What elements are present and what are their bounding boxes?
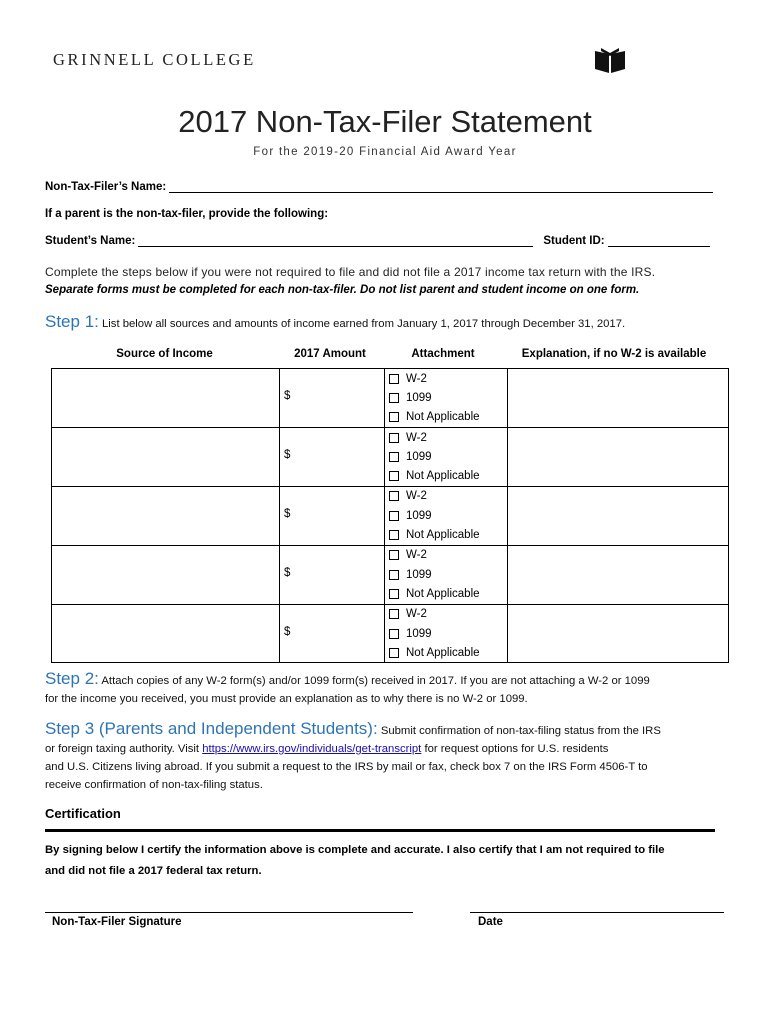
attachment-cell <box>385 369 508 428</box>
checkbox[interactable] <box>389 412 399 422</box>
checkbox-label: Not Applicable <box>406 529 480 542</box>
step-1-text: List below all sources and amounts of income earned from January 1, 2017 through December 31, 2017. <box>102 318 626 330</box>
signature-label: Non-Tax-Filer Signature <box>52 916 182 928</box>
non-tax-filer-name-field[interactable] <box>169 180 713 193</box>
explanation-cell[interactable] <box>508 486 729 545</box>
document-title: 2017 Non-Tax-Filer Statement <box>178 104 592 139</box>
step-2-text-1: Attach copies of any W-2 form(s) and/or 1099 form(s) received in 2017. If you are not attaching a W-2 or 1099 <box>101 675 650 687</box>
checkbox-label: Not Applicable <box>406 587 480 600</box>
checkbox[interactable] <box>389 648 399 658</box>
income-table <box>51 368 729 663</box>
amount-cell[interactable] <box>280 369 385 428</box>
step-1-label: Step 1: <box>45 312 99 331</box>
col-head-attachment: Attachment <box>411 348 475 360</box>
amount-cell[interactable] <box>280 604 385 663</box>
certification-line-2: and did not file a 2017 federal tax return. <box>45 865 262 877</box>
college-name: GRINNELL COLLEGE <box>53 50 256 69</box>
attachment-option[interactable] <box>385 388 507 407</box>
step-3-text-4: receive confirmation of non-tax-filing status. <box>45 779 263 791</box>
attachment-option[interactable] <box>385 584 507 603</box>
student-name-label: Student’s Name: <box>45 235 136 247</box>
source-of-income-cell[interactable] <box>52 545 280 604</box>
certification-divider <box>45 829 715 832</box>
attachment-option[interactable] <box>385 506 507 525</box>
checkbox[interactable] <box>389 511 399 521</box>
dollar-sign: $ <box>284 625 291 638</box>
non-tax-filer-name-label: Non-Tax-Filer’s Name: <box>45 181 167 193</box>
checkbox-label: Not Applicable <box>406 470 480 483</box>
irs-transcript-link[interactable]: https://www.irs.gov/individuals/get-transcript <box>202 743 422 755</box>
checkbox[interactable] <box>389 471 399 481</box>
checkbox[interactable] <box>389 609 399 619</box>
checkbox-label: W-2 <box>406 431 427 444</box>
checkbox-label: 1099 <box>406 391 432 404</box>
document-subtitle: For the 2019-20 Financial Aid Award Year <box>253 146 517 158</box>
step-2-text-2: for the income you received, you must provide an explanation as to why there is no W-2 or 1099. <box>45 693 528 705</box>
attachment-option[interactable] <box>385 525 507 544</box>
attachment-cell <box>385 486 508 545</box>
date-label: Date <box>478 916 503 928</box>
step-2-label: Step 2: <box>45 669 99 688</box>
checkbox-label: W-2 <box>406 490 427 503</box>
attachment-option[interactable] <box>385 447 507 466</box>
attachment-cell <box>385 604 508 663</box>
attachment-option[interactable] <box>385 408 507 427</box>
dollar-sign: $ <box>284 448 291 461</box>
step-3-text-3: and U.S. Citizens living abroad. If you submit a request to the IRS by mail or fax, check box 7 on the IRS Form 4506-T to <box>45 761 648 773</box>
attachment-option[interactable] <box>385 605 507 624</box>
explanation-cell[interactable] <box>508 545 729 604</box>
intro-line-2: Separate forms must be completed for each non-tax-filer. Do not list parent and student income on one form. <box>45 284 640 296</box>
col-head-source: Source of Income <box>116 348 213 360</box>
student-name-field[interactable] <box>138 234 533 247</box>
checkbox-label: Not Applicable <box>406 646 480 659</box>
checkbox[interactable] <box>389 393 399 403</box>
source-of-income-cell[interactable] <box>52 369 280 428</box>
explanation-cell[interactable] <box>508 604 729 663</box>
student-row <box>45 234 710 247</box>
table-row <box>52 486 729 545</box>
step-1 <box>45 313 730 333</box>
checkbox-label: Not Applicable <box>406 411 480 424</box>
checkbox[interactable] <box>389 629 399 639</box>
certification-line-1: By signing below I certify the information above is complete and accurate. I also certify that I am not required to file <box>45 844 665 856</box>
certification-text <box>45 840 725 882</box>
amount-cell[interactable] <box>280 486 385 545</box>
non-tax-filer-name-row <box>45 180 713 193</box>
date-field[interactable] <box>470 912 724 913</box>
attachment-option[interactable] <box>385 643 507 662</box>
step-3-text-1: Submit confirmation of non-tax-filing status from the IRS <box>380 725 661 737</box>
table-row <box>52 427 729 486</box>
checkbox-label: 1099 <box>406 568 432 581</box>
attachment-cell <box>385 427 508 486</box>
checkbox[interactable] <box>389 374 399 384</box>
checkbox-label: 1099 <box>406 627 432 640</box>
checkbox[interactable] <box>389 589 399 599</box>
dollar-sign: $ <box>284 390 291 402</box>
explanation-cell[interactable] <box>508 369 729 428</box>
source-of-income-cell[interactable] <box>52 427 280 486</box>
checkbox[interactable] <box>389 530 399 540</box>
checkbox-label: W-2 <box>406 549 427 562</box>
amount-cell[interactable] <box>280 545 385 604</box>
attachment-option[interactable] <box>385 369 507 388</box>
checkbox[interactable] <box>389 570 399 580</box>
col-head-explanation: Explanation, if no W-2 is available <box>521 348 707 360</box>
checkbox-label: W-2 <box>406 608 427 621</box>
attachment-option[interactable] <box>385 428 507 447</box>
table-row <box>52 369 729 428</box>
dollar-sign: $ <box>284 566 291 579</box>
step-3-text-2b: for request options for U.S. residents <box>421 743 609 755</box>
checkbox-label: 1099 <box>406 509 432 522</box>
table-row <box>52 545 729 604</box>
amount-cell[interactable] <box>280 427 385 486</box>
parent-note: If a parent is the non-tax-filer, provide the following: <box>45 208 329 220</box>
attachment-cell <box>385 545 508 604</box>
step-2 <box>45 670 730 708</box>
explanation-cell[interactable] <box>508 427 729 486</box>
table-row <box>52 604 729 663</box>
attachment-option[interactable] <box>385 546 507 565</box>
checkbox[interactable] <box>389 433 399 443</box>
intro-line-1: Complete the steps below if you were not required to file and did not file a 2017 income tax return with the IRS. <box>45 265 656 279</box>
attachment-option[interactable] <box>385 624 507 643</box>
col-head-amount: 2017 Amount <box>294 348 366 360</box>
dollar-sign: $ <box>284 507 291 520</box>
checkbox-label: W-2 <box>406 372 427 385</box>
step-3-text-2a: or foreign taxing authority. Visit <box>45 743 203 755</box>
step-3 <box>45 720 730 794</box>
student-id-label: Student ID: <box>543 235 605 247</box>
step-3-label: Step 3 (Parents and Independent Students): <box>45 719 378 738</box>
certification-title: Certification <box>45 806 121 821</box>
checkbox[interactable] <box>389 452 399 462</box>
checkbox[interactable] <box>389 491 399 501</box>
checkbox-label: 1099 <box>406 450 432 463</box>
student-id-field[interactable] <box>608 234 710 247</box>
signature-field[interactable] <box>45 912 413 913</box>
attachment-option[interactable] <box>385 565 507 584</box>
source-of-income-cell[interactable] <box>52 604 280 663</box>
attachment-option[interactable] <box>385 466 507 485</box>
grinnell-book-logo-icon <box>594 48 626 74</box>
source-of-income-cell[interactable] <box>52 486 280 545</box>
checkbox[interactable] <box>389 550 399 560</box>
attachment-option[interactable] <box>385 487 507 506</box>
